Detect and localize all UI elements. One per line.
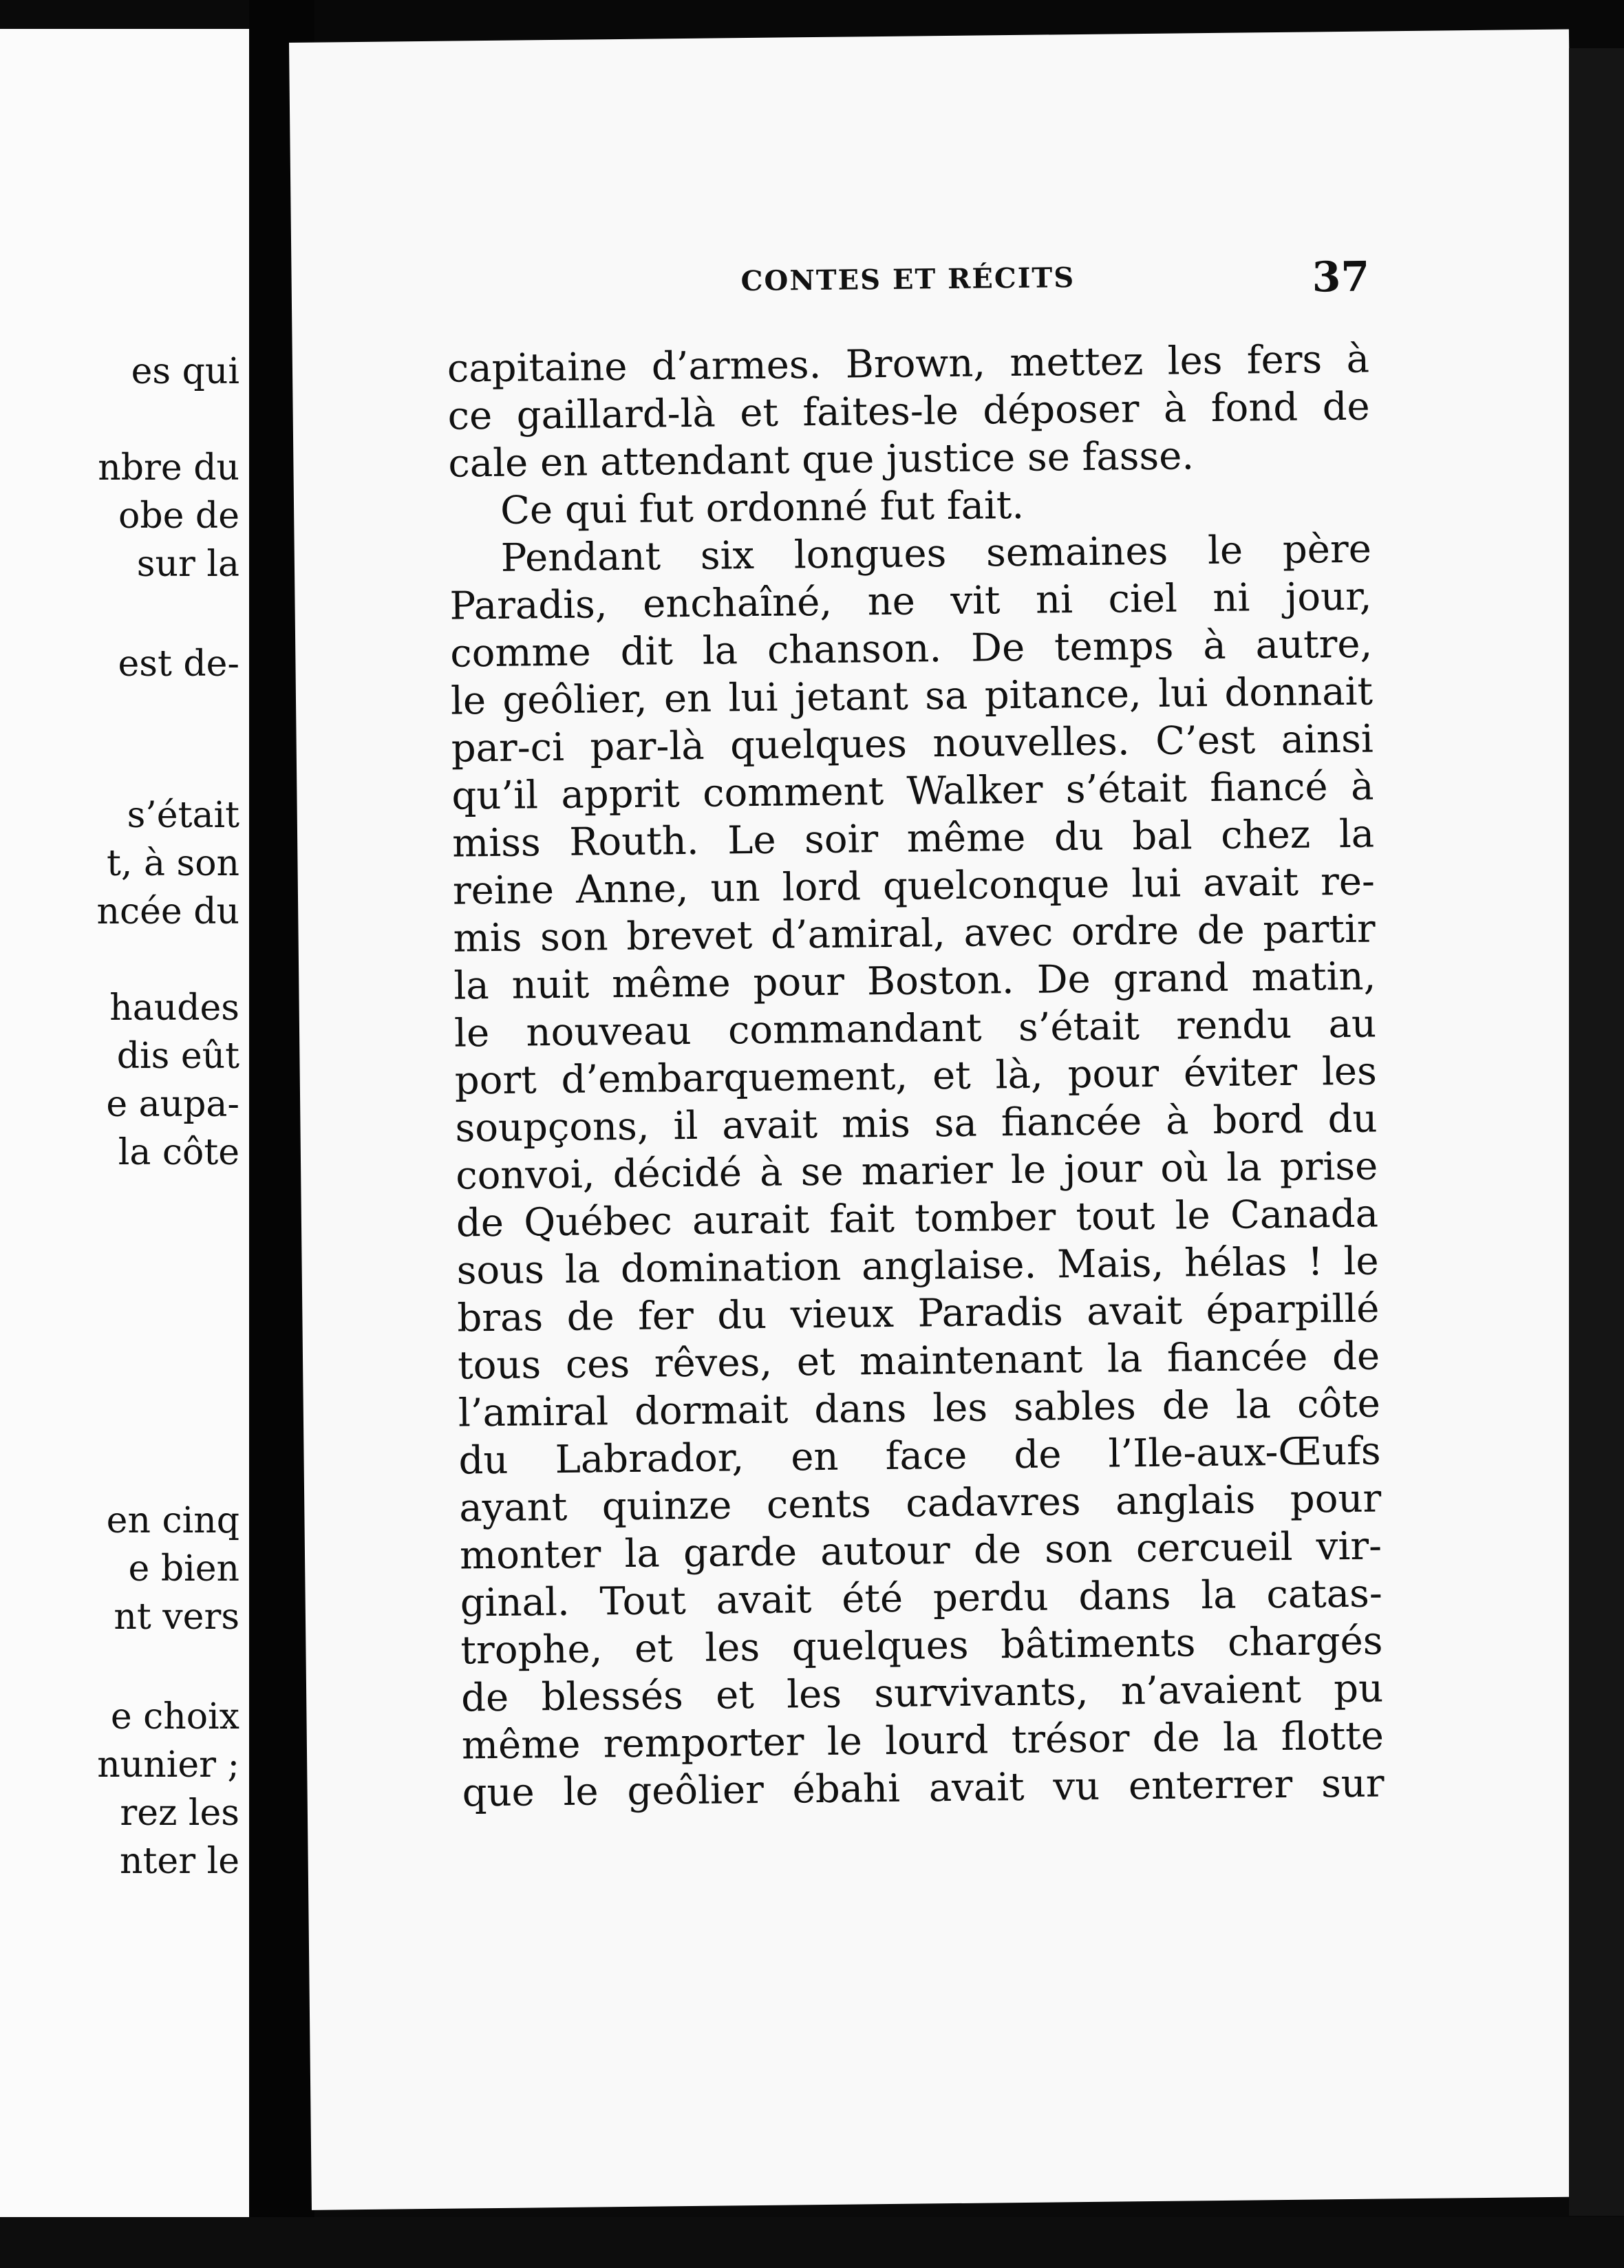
left-page-line: ncée du — [96, 891, 239, 932]
left-page-line: s’était — [127, 795, 239, 836]
text-line: capitaine d’armes. Brown, mettez les fers à — [447, 336, 1370, 392]
body-text — [447, 336, 1385, 1817]
text-line: de Québec aurait fait tomber tout le Canada — [456, 1191, 1379, 1246]
text-line: miss Routh. Le soir même du bal chez la — [451, 811, 1375, 866]
left-page-line: e choix — [110, 1696, 239, 1737]
left-page-line: la côte — [118, 1132, 239, 1173]
text-line: bras de fer du vieux Paradis avait éparpillé — [457, 1286, 1380, 1341]
text-line: le nouveau commandant s’était rendu au — [453, 1001, 1377, 1056]
text-line: soupçons, il avait mis sa fiancée à bord du — [455, 1096, 1378, 1151]
left-page-line: nter le — [120, 1841, 239, 1882]
left-page-line: en cinq — [106, 1500, 239, 1541]
text-line: Pendant six longues semaines le père — [500, 526, 1372, 581]
right-page — [289, 30, 1592, 2210]
left-page-line: e bien — [128, 1548, 239, 1590]
text-line: qu’il apprit comment Walker s’était fiancé à — [451, 764, 1374, 819]
text-line: port d’embarquement, et là, pour éviter les — [454, 1049, 1378, 1104]
text-line: trophe, et les quelques bâtiments chargés — [460, 1618, 1383, 1673]
text-line: ayant quinze cents cadavres anglais pour — [458, 1476, 1382, 1531]
text-line: comme dit la chanson. De temps à autre, — [449, 621, 1373, 676]
text-line: ce gaillard-là et faites-le déposer à fond de — [447, 384, 1370, 439]
left-page-line: est de- — [118, 643, 239, 685]
text-line: Ce qui fut ordonné fut fait. — [500, 482, 1025, 533]
scan-right-border — [1569, 48, 1624, 2216]
text-line: sous la domination anglaise. Mais, hélas ! le — [456, 1239, 1379, 1294]
text-line: que le geôlier ébahi avait vu enterrer sur — [462, 1761, 1385, 1816]
left-page-line: nunier ; — [97, 1744, 239, 1786]
left-page-line: dis eût — [116, 1036, 239, 1077]
left-page-line: nt vers — [114, 1596, 239, 1638]
left-page-line: sur la — [136, 544, 239, 585]
text-line: Paradis, enchaîné, ne vit ni ciel ni jour, — [449, 574, 1372, 629]
left-page-line: es qui — [131, 351, 239, 392]
text-line: l’amiral dormait dans les sables de la côte — [458, 1381, 1381, 1436]
left-page-line: nbre du — [98, 447, 239, 489]
scan-bottom-border — [0, 2217, 1624, 2268]
text-line: par-ci par-là quelques nouvelles. C’est ainsi — [451, 716, 1374, 771]
text-line: de blessés et les survivants, n’avaient pu — [460, 1666, 1384, 1721]
left-page-line: obe de — [118, 495, 239, 537]
text-line: mis son brevet d’amiral, avec ordre de partir — [453, 906, 1376, 961]
text-line: du Labrador, en face de l’Ile-aux-Œufs — [458, 1429, 1381, 1484]
running-head: CONTES ET RÉCITS — [740, 261, 1076, 298]
text-line: tous ces rêves, et maintenant la fiancée de — [457, 1334, 1380, 1389]
left-page — [0, 29, 249, 2217]
left-page-line: e aupa- — [106, 1084, 239, 1125]
text-line: cale en attendant que justice se fasse. — [448, 434, 1195, 486]
text-line: ginal. Tout avait été perdu dans la catas- — [460, 1571, 1383, 1626]
left-page-line: haudes — [109, 987, 239, 1029]
text-line: monter la garde autour de son cercueil vir- — [459, 1523, 1382, 1579]
text-line: même remporter le lourd trésor de la flotte — [461, 1713, 1385, 1768]
text-line: le geôlier, en lui jetant sa pitance, lui donnait — [450, 669, 1374, 724]
page-number: 37 — [1312, 253, 1370, 302]
text-line: reine Anne, un lord quelconque lui avait re- — [452, 859, 1376, 914]
text-line: convoi, décidé à se marier le jour où la prise — [455, 1144, 1378, 1199]
left-page-line: t, à son — [107, 843, 239, 884]
left-page-line: rez les — [120, 1793, 239, 1834]
text-line: la nuit même pour Boston. De grand matin, — [453, 954, 1376, 1009]
